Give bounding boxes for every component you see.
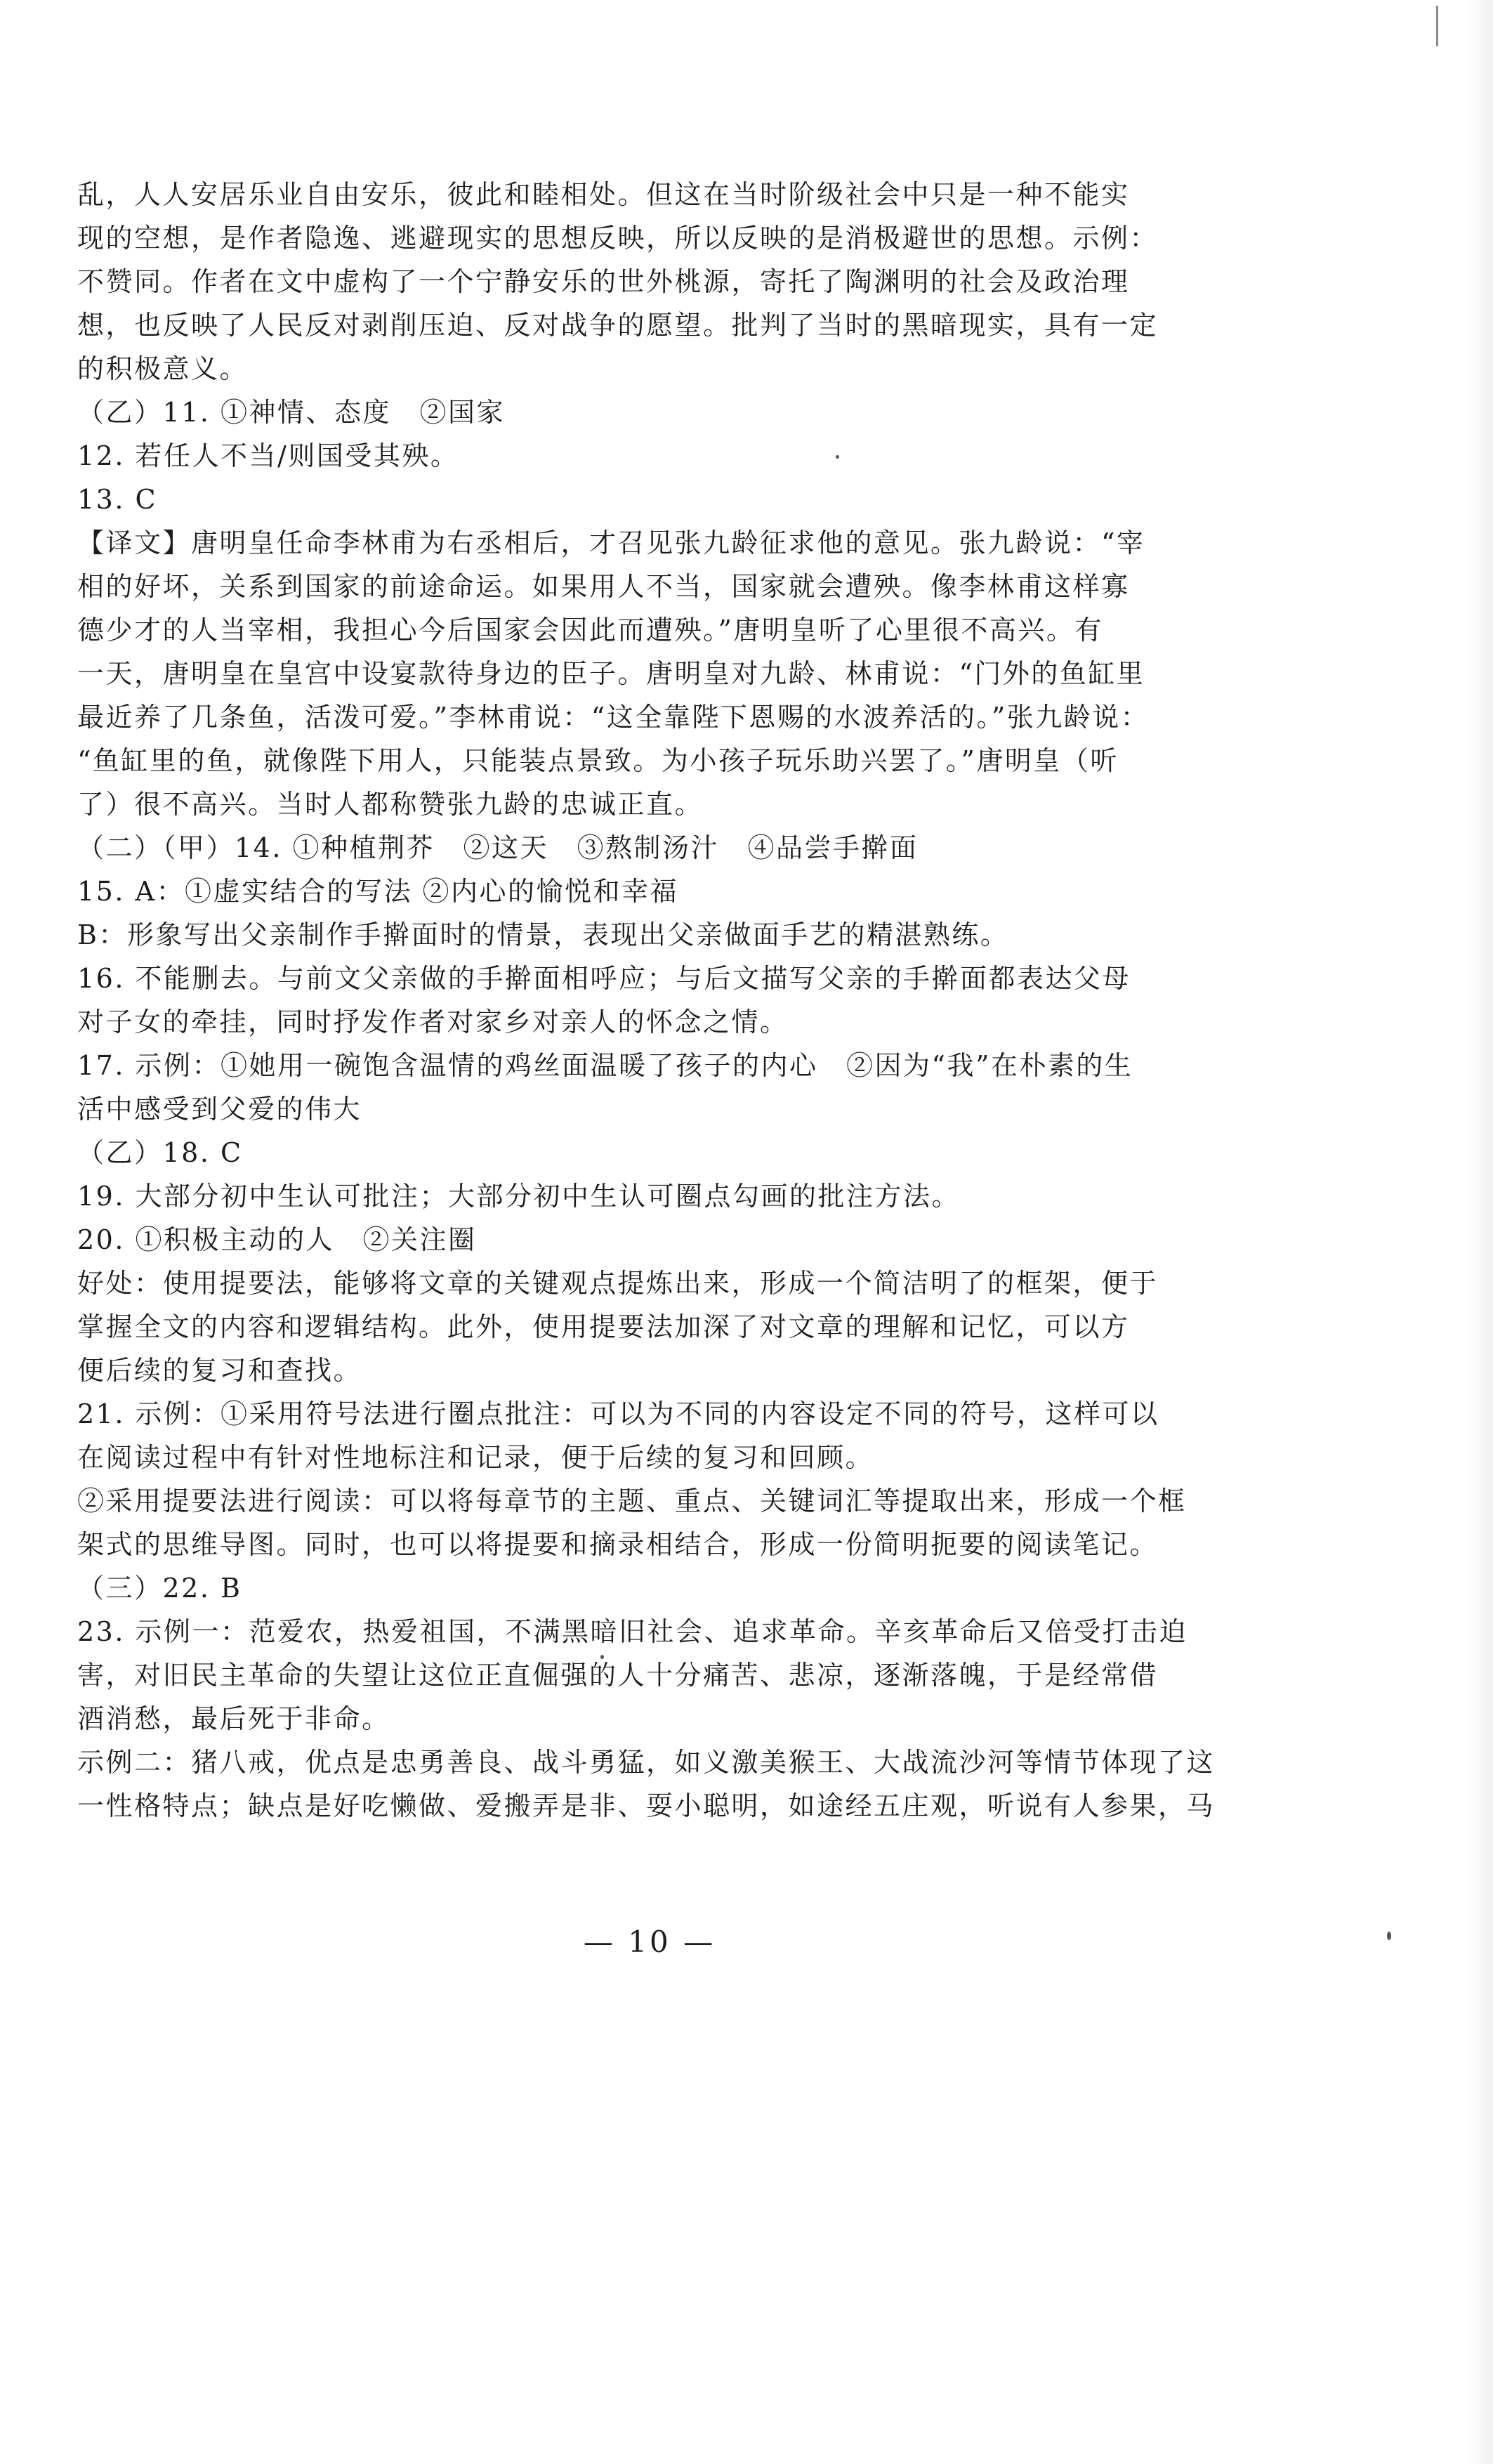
page-number: — 10 — [583,1925,716,1959]
text-line: 了）很不高兴。当时人都称赞张九龄的忠诚正直。 [77,789,704,820]
page-edge-shadow [1466,0,1493,2464]
text-line: 12. 若任人不当/则国受其殃。 [77,440,459,471]
text-line: “鱼缸里的鱼，就像陛下用人，只能装点景致。为小孩子玩乐助兴罢了。”唐明皇（听 [77,745,1119,776]
text-line: （乙）11. ①神情、态度 ②国家 [77,397,506,428]
text-line: 一性格特点；缺点是好吃懒做、爱搬弄是非、耍小聪明，如途经五庄观，听说有人参果，马 [77,1790,1216,1821]
text-line: 最近养了几条鱼，活泼可爱。”李林甫说：“这全靠陛下恩赐的水波养活的。”张九龄说： [77,702,1150,733]
scan-speck [600,1655,604,1659]
text-line: 在阅读过程中有针对性地标注和记录，便于后续的复习和回顾。 [77,1442,874,1473]
text-line: 乱，人人安居乐业自由安乐，彼此和睦相处。但这在当时阶级社会中只是一种不能实 [77,179,1130,210]
text-line: 酒消愁，最后死于非命。 [77,1703,390,1734]
text-line: ②采用提要法进行阅读：可以将每章节的主题、重点、关键词汇等提取出来，形成一个框 [77,1486,1187,1516]
text-line: 16. 不能删去。与前文父亲做的手擀面相呼应；与后文描写父亲的手擀面都表达父母 [77,963,1131,994]
text-line: 不赞同。作者在文中虚构了一个宁静安乐的世外桃源，寄托了陶渊明的社会及政治理 [77,266,1130,297]
answer-text-body [77,173,1222,1828]
text-line: 一天，唐明皇在皇宫中设宴款待身边的臣子。唐明皇对九龄、林甫说：“门外的鱼缸里 [77,658,1145,689]
text-line: 想，也反映了人民反对剥削压迫、反对战争的愿望。批判了当时的黑暗现实，具有一定 [77,310,1159,341]
text-line: 好处：使用提要法，能够将文章的关键观点提炼出来，形成一个简洁明了的框架，便于 [77,1268,1159,1299]
text-line: 活中感受到父爱的伟大 [77,1094,362,1125]
scan-speck [1387,1932,1391,1940]
scan-speck [836,455,839,459]
text-line: 19. 大部分初中生认可批注；大部分初中生认可圈点勾画的批注方法。 [77,1181,961,1212]
text-line: 架式的思维导图。同时，也可以将提要和摘录相结合，形成一份简明扼要的阅读笔记。 [77,1529,1159,1560]
text-line: （三）22. B [77,1573,242,1604]
text-line: B：形象写出父亲制作手擀面时的情景，表现出父亲做面手艺的精湛熟练。 [77,919,1009,950]
text-line: （二）（甲）14. ①种植荆芥 ②这天 ③熬制汤汁 ④品尝手擀面 [77,832,919,863]
scan-edge-mark [1436,6,1438,46]
text-line: 17. 示例：①她用一碗饱含温情的鸡丝面温暖了孩子的内心 ②因为“我”在朴素的生 [77,1050,1133,1081]
text-line: 20. ①积极主动的人 ②关注圈 [77,1224,477,1255]
text-line: 现的空想，是作者隐逸、逃避现实的思想反映，所以反映的是消极避世的思想。示例： [77,223,1159,254]
text-line: 德少才的人当宰相，我担心今后国家会因此而遭殃。”唐明皇听了心里很不高兴。有 [77,615,1103,646]
text-line: 23. 示例一：范爱农，热爱祖国，不满黑暗旧社会、追求革命。辛亥革命后又倍受打击迫 [77,1616,1188,1647]
text-line: 13. C [77,484,158,515]
text-line: 便后续的复习和查找。 [77,1355,362,1386]
text-line: 示例二：猪八戒，优点是忠勇善良、战斗勇猛，如义激美猴王、大战流沙河等情节体现了这 [77,1747,1216,1778]
text-line: （乙）18. C [77,1137,243,1168]
text-line: 掌握全文的内容和逻辑结构。此外，使用提要法加深了对文章的理解和记忆，可以方 [77,1311,1130,1342]
text-line: 21. 示例：①采用符号法进行圈点批注：可以为不同的内容设定不同的符号，这样可以 [77,1398,1159,1429]
text-line: 【译文】唐明皇任命李林甫为右丞相后，才召见张九龄征求他的意见。张九龄说：“宰 [77,527,1145,558]
text-line: 的积极意义。 [77,353,249,384]
text-line: 15. A：①虚实结合的写法 ②内心的愉悦和幸福 [77,876,679,907]
text-line: 相的好坏，关系到国家的前途命运。如果用人不当，国家就会遭殃。像李林甫这样寡 [77,571,1130,602]
text-line: 害，对旧民主革命的失望让这位正直倔强的人十分痛苦、悲凉，逐渐落魄，于是经常借 [77,1660,1159,1691]
text-line: 对子女的牵挂，同时抒发作者对家乡对亲人的怀念之情。 [77,1007,789,1037]
